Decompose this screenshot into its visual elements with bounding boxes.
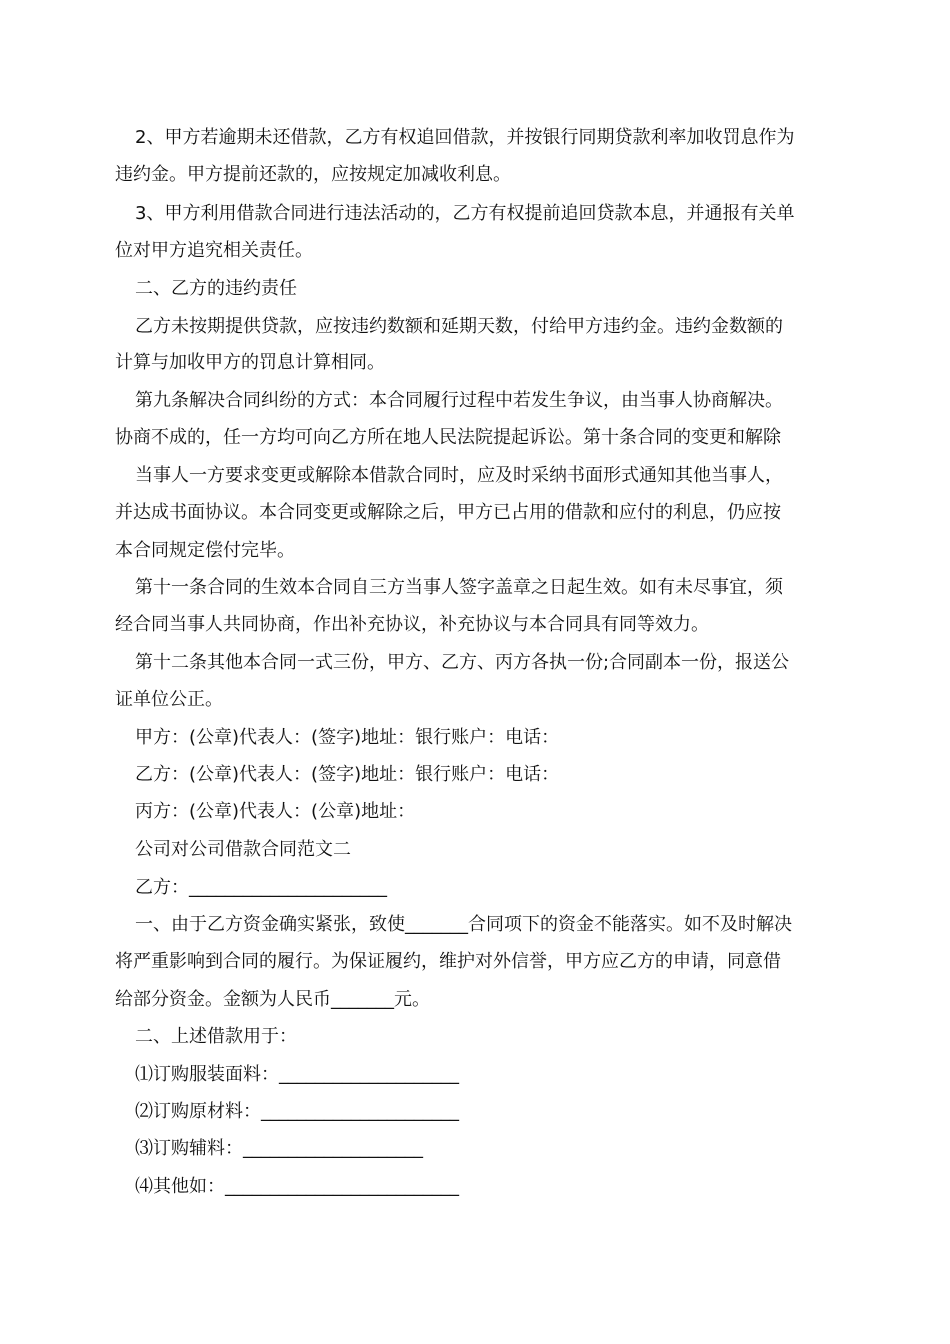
signature-line: 乙方：(公章)代表人：(签字)地址：银行账户：电话： [135, 764, 560, 785]
text-line: 并达成书面协议。本合同变更或解除之后，甲方已占用的借款和应付的利息，仍应按 [115, 502, 781, 523]
text-line: 协商不成的，任一方均可向乙方所在地人民法院提起诉讼。第十条合同的变更和解除 [115, 427, 781, 448]
text-line: 第十一条合同的生效本合同自三方当事人签字盖章之日起生效。如有未尽事宜，须 [135, 577, 783, 598]
text-line: 一、由于乙方资金确实紧张，致使_______合同项下的资金不能落实。如不及时解决 [135, 914, 792, 935]
form-field-line: 乙方：______________________ [135, 877, 387, 898]
text-line: 当事人一方要求变更或解除本借款合同时，应及时采纳书面形式通知其他当事人， [135, 465, 783, 486]
form-field-line: ⑶订购辅料：____________________ [135, 1138, 423, 1159]
text-line: 证单位公正。 [115, 689, 223, 710]
text-line: 计算与加收甲方的罚息计算相同。 [115, 352, 385, 373]
text-line: 经合同当事人共同协商，作出补充协议，补充协议与本合同具有同等效力。 [115, 614, 709, 635]
text-line: 给部分资金。金额为人民币_______元。 [115, 989, 430, 1010]
text-line: 将严重影响到合同的履行。为保证履约，维护对外信誉，甲方应乙方的申请，同意借 [115, 951, 781, 972]
text-line: 违约金。甲方提前还款的，应按规定加减收利息。 [115, 164, 511, 185]
signature-line: 丙方：(公章)代表人：(公章)地址： [135, 801, 416, 822]
text-line: 位对甲方追究相关责任。 [115, 240, 313, 261]
section-title: 公司对公司借款合同范文二 [135, 839, 351, 860]
text-line: 本合同规定偿付完毕。 [115, 540, 295, 561]
form-field-line: ⑷其他如：__________________________ [135, 1176, 459, 1197]
signature-line: 甲方：(公章)代表人：(签字)地址：银行账户：电话： [135, 727, 560, 748]
section-heading: 二、上述借款用于： [135, 1026, 297, 1047]
text-line: 乙方未按期提供贷款，应按违约数额和延期天数，付给甲方违约金。违约金数额的 [135, 316, 783, 337]
text-line: 第十二条其他本合同一式三份，甲方、乙方、丙方各执一份;合同副本一份，报送公 [135, 652, 790, 673]
text-line: 2、甲方若逾期未还借款，乙方有权追回借款，并按银行同期贷款利率加收罚息作为 [135, 127, 795, 148]
text-line: 3、甲方利用借款合同进行违法活动的，乙方有权提前追回贷款本息，并通报有关单 [135, 203, 795, 224]
form-field-line: ⑵订购原材料：______________________ [135, 1101, 459, 1122]
section-heading: 二、乙方的违约责任 [135, 278, 297, 299]
form-field-line: ⑴订购服装面料：____________________ [135, 1064, 459, 1085]
text-line: 第九条解决合同纠纷的方式：本合同履行过程中若发生争议，由当事人协商解决。 [135, 390, 783, 411]
